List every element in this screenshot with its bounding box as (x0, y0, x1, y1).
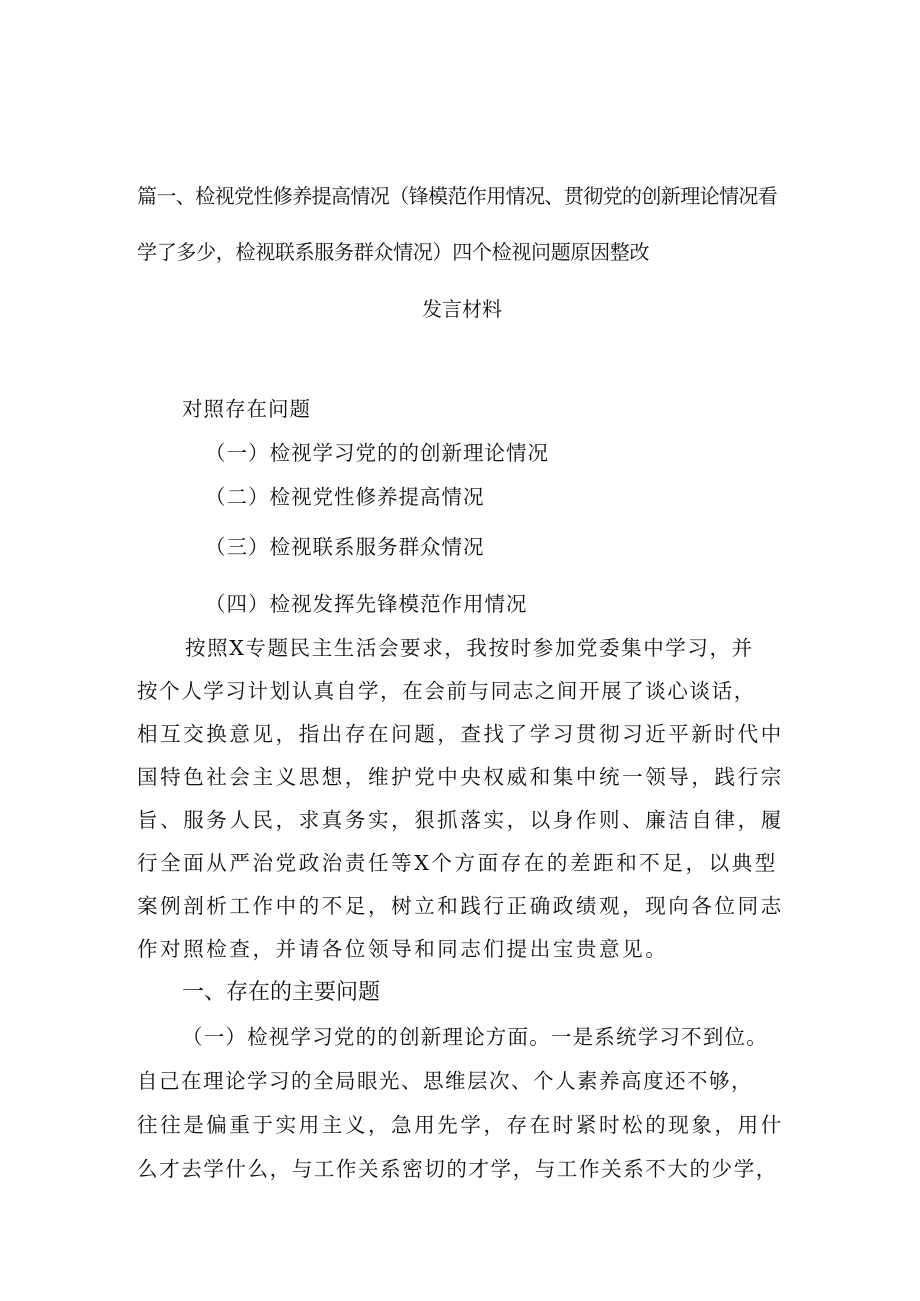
problem-item-1: （一）检视学习党的的创新理论情况 (205, 441, 549, 465)
problem-item-4: （四）检视发挥先锋模范作用情况 (205, 592, 528, 616)
section-paragraph-line: 么才去学什么，与工作关系密切的才学，与工作关系不大的少学， (137, 1157, 778, 1181)
section-paragraph-line: 自己在理论学习的全局眼光、思维层次、个人素养高度还不够， (137, 1069, 753, 1093)
intro-paragraph-line: 相互交换意见，指出存在问题，查找了学习贯彻习近平新时代中 (137, 722, 784, 746)
problems-heading: 对照存在问题 (182, 397, 311, 421)
document-title-line-1: 篇一、检视党性修养提高情况（锋模范作用情况、贯彻党的创新理论情况看 (137, 184, 778, 208)
intro-paragraph-line: 国特色社会主义思想，维护党中央权威和集中统一领导，践行宗 (137, 765, 784, 789)
problem-item-2: （二）检视党性修养提高情况 (205, 485, 485, 509)
section-paragraph-line: 往往是偏重于实用主义，急用先学，存在时紧时松的现象，用什 (137, 1113, 784, 1137)
intro-paragraph-line: 作对照检查，并请各位领导和同志们提出宝贵意见。 (137, 937, 669, 961)
section-paragraph-line: （一）检视学习党的的创新理论方面。一是系统学习不到位。 (182, 1025, 768, 1049)
intro-paragraph-line: 按照X专题民主生活会要求，我按时参加党委集中学习，并 (185, 636, 754, 660)
problem-item-3: （三）检视联系服务群众情况 (205, 535, 485, 559)
section-heading: 一、存在的主要问题 (182, 980, 381, 1005)
intro-paragraph-line: 行全面从严治党政治责任等X个方面存在的差距和不足，以典型 (137, 851, 778, 875)
intro-paragraph-line: 案例剖析工作中的不足，树立和践行正确政绩观，现向各位同志 (137, 894, 784, 918)
intro-paragraph-line: 按个人学习计划认真自学，在会前与同志之间开展了谈心谈话， (137, 679, 756, 703)
intro-paragraph-line: 旨、服务人民，求真务实，狠抓落实，以身作则、廉洁自律，履 (137, 808, 784, 832)
document-title-line-3: 发言材料 (422, 297, 502, 321)
document-title-line-2: 学了多少，检视联系服务群众情况）四个检视问题原因整改 (137, 240, 650, 264)
